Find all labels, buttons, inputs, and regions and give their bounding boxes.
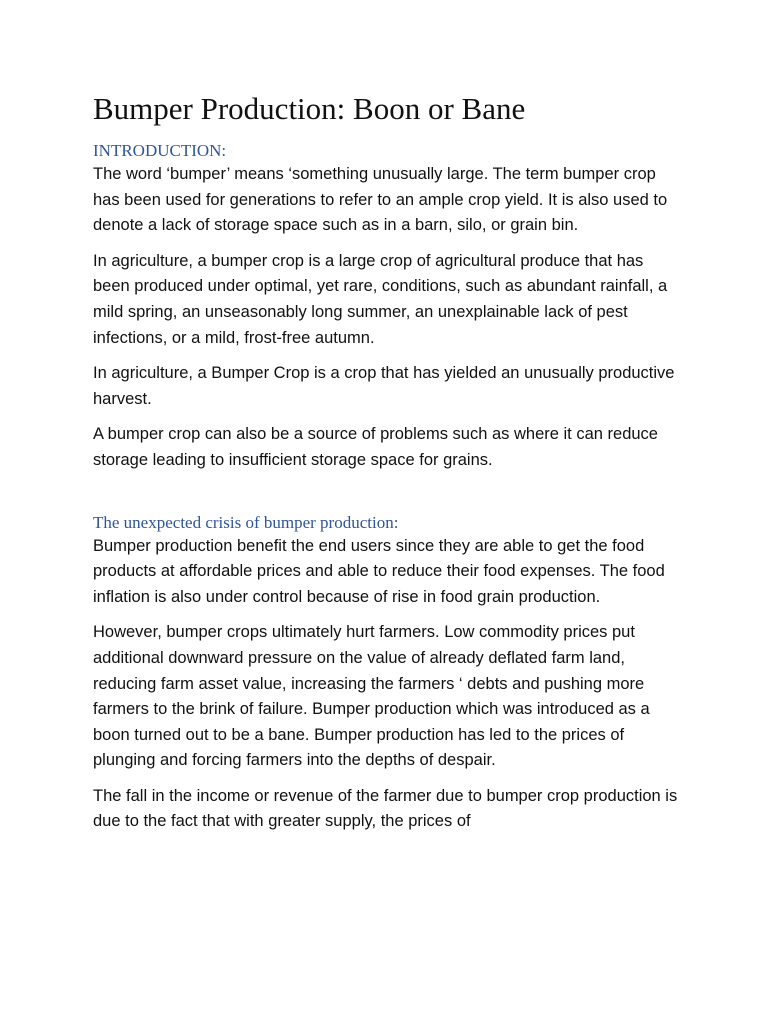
paragraph: The word ‘bumper’ means ‘something unusually large. The term bumper crop has been used for generations to refer to an ample crop yield. It is also used to denote a lack of storage space such as in a barn, silo, or grain bin. (93, 165, 668, 235)
document-title: Bumper Production: Boon or Bane (93, 91, 526, 126)
paragraph: In agriculture, a Bumper Crop is a crop that has yielded an unusually productive harvest. (93, 364, 675, 408)
document-body (93, 90, 683, 845)
section-heading-introduction: INTRODUCTION: (93, 141, 227, 160)
section-heading-unexpected-crisis: The unexpected crisis of bumper production: (93, 512, 399, 532)
section-introduction (93, 140, 683, 474)
paragraph: The fall in the income or revenue of the farmer due to bumper crop production is due to the fact that with greater supply, the prices of (93, 786, 678, 831)
paragraph: Bumper production benefit the end users since they are able to get the food products at affordable prices and able to reduce their food expenses. The food inflation is also under control because of rise in food grain production. (93, 536, 665, 606)
paragraph: A bumper crop can also be a source of problems such as where it can reduce storage leading to insufficient storage space for grains. (93, 425, 658, 469)
paragraph: In agriculture, a bumper crop is a large crop of agricultural produce that has been produced under optimal, yet rare, conditions, such as abundant rainfall, a mild spring, an unseasonably long summer, an unexplainable lack of pest infections, or a mild, frost-free autumn. (93, 251, 668, 347)
paragraph: However, bumper crops ultimately hurt farmers. Low commodity prices put additional downward pressure on the value of already deflated farm land, reducing farm asset value, increasing the farmers ‘ debts and pushing more farmers to the brink of failure. Bumper production which was introduced as a boon turned out to be a bane. Bumper production has led to the prices of plunging and forcing farmers into the depths of despair. (93, 623, 650, 770)
section-unexpected-crisis (93, 512, 683, 836)
